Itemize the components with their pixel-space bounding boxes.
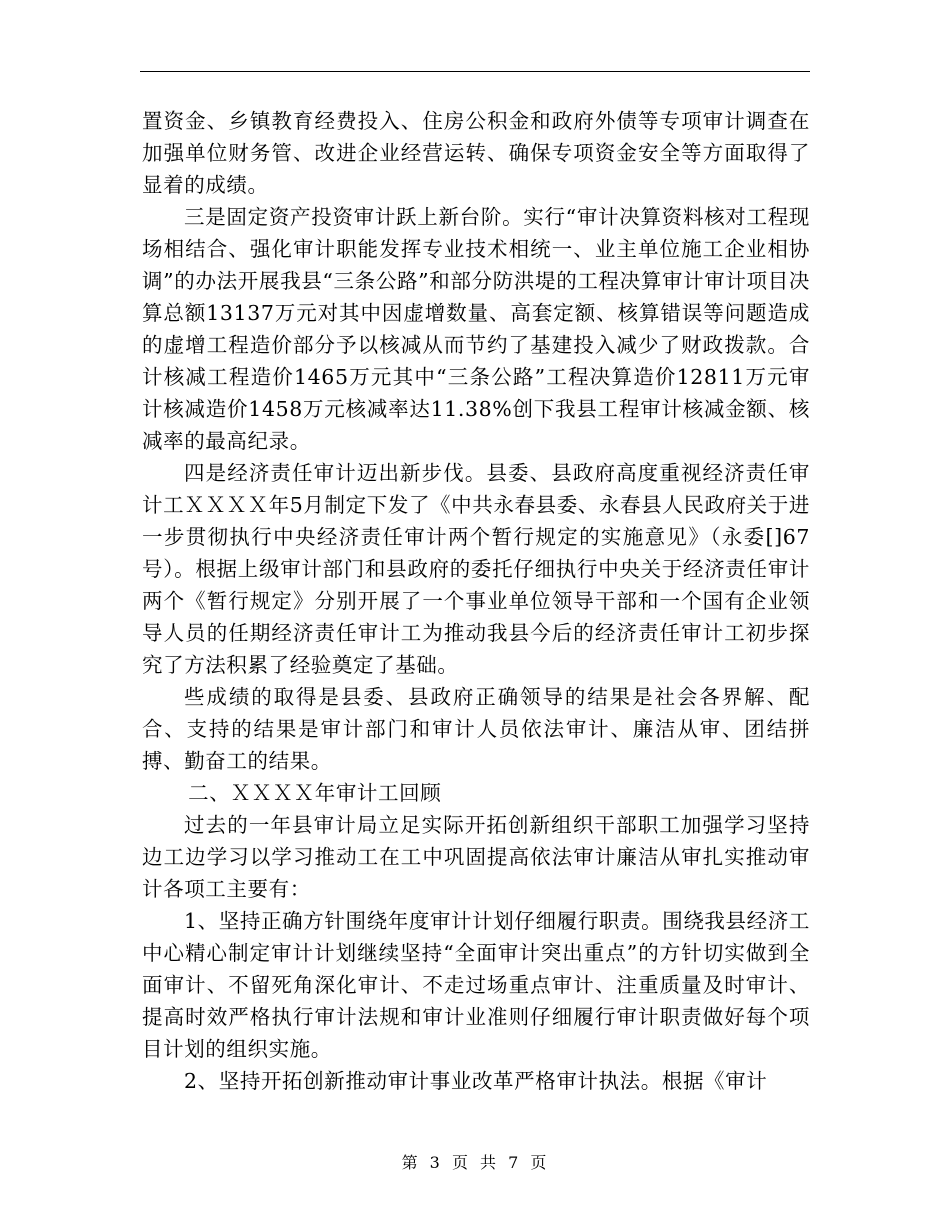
paragraph-review-intro: 过去的一年县审计局立足实际开拓创新组织干部职工加强学习坚持边工边学习以学习推动工在工中巩固提高依法审计廉洁从审扎实推动审计各项工主要有：: [142, 813, 810, 901]
paragraph-economic-responsibility-audit: 四是经济责任审计迈出新步伐。县委、县政府高度重视经济责任审计工ＸＸＸＸ年5月制定下发了《中共永春县委、永春县人民政府关于进一步贯彻执行中央经济责任审计两个暂行规定的实施意见》（永委[]67号）。根据上级审计部门和县政府的委托仔细执行中央关于经济责任审计两个《暂行规定》分别开展了一个事业单位领导干部和一个国有企业领导人员的任期经济责任审计工为推动我县今后的经济责任审计工初步探究了方法积累了经验奠定了基础。: [142, 461, 810, 677]
document-body: [142, 105, 810, 1097]
paragraph-item-2: 2、坚持开拓创新推动审计事业改革严格审计执法。根据《审计: [184, 1069, 768, 1093]
page-number-footer: 第 3 页 共 7 页: [401, 1153, 549, 1172]
section-heading-review: 二、ＸＸＸＸ年审计工回顾: [188, 781, 442, 805]
paragraph-achievements-summary: 些成绩的取得是县委、县政府正确领导的结果是社会各界解、配合、支持的结果是审计部门和审计人员依法审计、廉洁从审、团结拼搏、勤奋工的结果。: [142, 685, 810, 773]
header-rule: [140, 71, 810, 72]
paragraph-item-1: 1、坚持正确方针围绕年度审计计划仔细履行职责。围绕我县经济工中心精心制定审计计划继续坚持“全面审计突出重点”的方针切实做到全面审计、不留死角深化审计、不走过场重点审计、注重质量及时审计、提高时效严格执行审计法规和审计业准则仔细履行审计职责做好每个项目计划的组织实施。: [142, 909, 810, 1061]
paragraph-fixed-asset-audit: 三是固定资产投资审计跃上新台阶。实行“审计决算资料核对工程现场相结合、强化审计职能发挥专业技术相统一、业主单位施工企业相协调”的办法开展我县“三条公路”和部分防洪堤的工程决算审计审计项目决算总额13137万元对其中因虚增数量、高套定额、核算错误等问题造成的虚增工程造价部分予以核减从而节约了基建投入减少了财政拨款。合计核减工程造价1465万元其中“三条公路”工程决算造价12811万元审计核减造价1458万元核减率达11.38%创下我县工程审计核减金额、核减率的最高纪录。: [142, 205, 810, 453]
paragraph-continuation: 置资金、乡镇教育经费投入、住房公积金和政府外债等专项审计调查在加强单位财务管、改进企业经营运转、确保专项资金安全等方面取得了显着的成绩。: [142, 109, 810, 197]
